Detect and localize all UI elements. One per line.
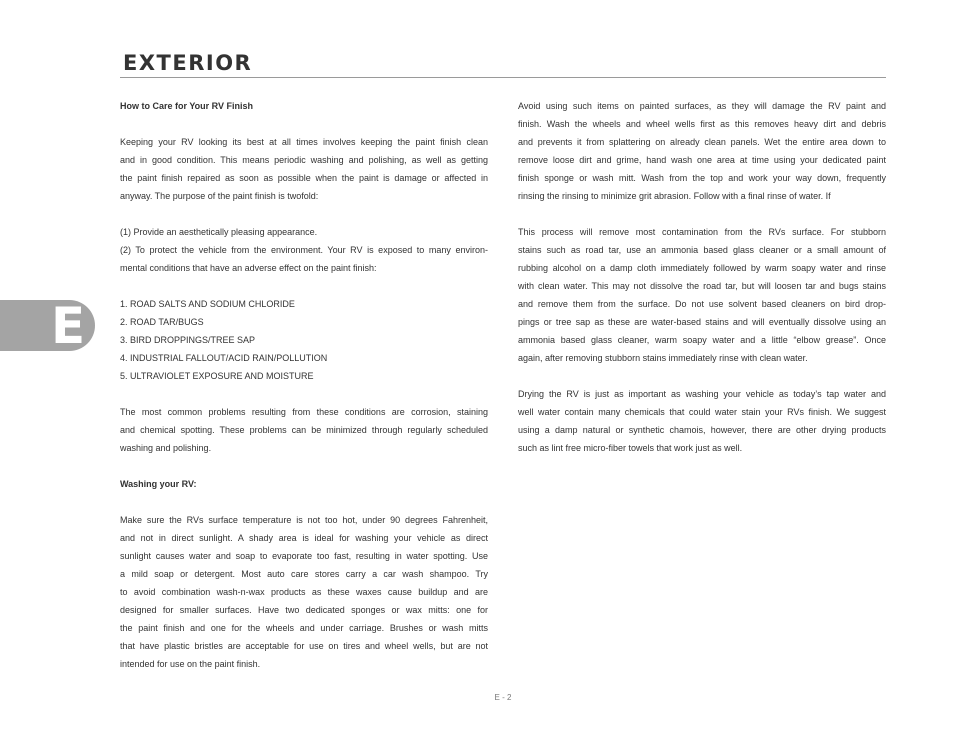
text-line: 1. ROAD SALTS AND SODIUM CHLORIDE [120, 299, 295, 309]
text-line: 4. INDUSTRIAL FALLOUT/ACID RAIN/POLLUTION [120, 353, 328, 363]
text-line: finish sponge or wash mitt. Wash from the top and work your way down, frequently [518, 173, 886, 183]
text-line: and in good condition. This means periodic washing and polishing, as well as getting [120, 155, 488, 165]
title-rule [120, 77, 886, 78]
page-number: E - 2 [494, 693, 512, 702]
paragraph-gap [120, 457, 488, 475]
text-line: that have plastic bristles are acceptable for use on tires and wheel wells, but are not [120, 641, 488, 651]
text-line: (2) To protect the vehicle from the environment. Your RV is exposed to many environ- [120, 245, 488, 255]
text-line: 5. ULTRAVIOLET EXPOSURE AND MOISTURE [120, 371, 314, 381]
text-line: a mild soap or detergent. Most auto care stores carry a car wash shampoo. Try [120, 569, 488, 579]
text-line: and prevents it from splattering on already clean panels. Wet the entire area down to [518, 137, 886, 147]
text-line: and not in direct sunlight. A shady area is ideal for washing your vehicle as direct [120, 533, 488, 543]
text-line: using a damp natural or synthetic chamois, however, there are other drying products [518, 425, 886, 435]
text-line: well water contain many chemicals that could water stain your RVs finish. We suggest [518, 407, 886, 417]
paragraph-gap [120, 385, 488, 403]
text-line: and remove them from the surface. Do not use solvent based cleaners on bird drop- [518, 299, 886, 309]
text-line: intended for use on the paint finish. [120, 659, 261, 669]
text-line: with clean water. This may not dissolve the road tar, but will loosen tar and bugs stains [518, 281, 886, 291]
text-line: Avoid using such items on painted surfaces, as they will damage the RV paint and [518, 101, 886, 111]
paragraph-gap [120, 115, 488, 133]
left-column [120, 97, 488, 673]
section-heading: How to Care for Your RV Finish [120, 101, 254, 111]
text-line: the paint finish repaired as soon as possible when the paint is damage or affected in [120, 173, 488, 183]
text-line: anyway. The purpose of the paint finish is twofold: [120, 191, 319, 201]
text-line: (1) Provide an aesthetically pleasing appearance. [120, 227, 318, 237]
text-line: mental conditions that have an adverse effect on the paint finish: [120, 263, 377, 273]
paragraph-gap [518, 205, 886, 223]
text-line: stains such as road tar, use an ammonia based glass cleaner or a small amount of [518, 245, 886, 255]
text-line: to avoid combination wash-n-wax products as these waxes cause buildup and are [120, 587, 488, 597]
text-line: 2. ROAD TAR/BUGS [120, 317, 204, 327]
paragraph-gap [120, 493, 488, 511]
text-line: remove loose dirt and grime, hand wash one area at time using your dedicated paint [518, 155, 886, 165]
text-line: again, after removing stubborn stains immediately rinse with clean water. [518, 353, 808, 363]
text-line: designed for smaller surfaces. Have two dedicated sponges or wax mitts: one for [120, 605, 488, 615]
text-line: 3. BIRD DROPPINGS/TREE SAP [120, 335, 256, 345]
text-line: ammonia based glass cleaner, warm soapy water and a little “elbow grease”. Once [518, 335, 886, 345]
text-line: sunlight causes water and soap to evaporate too fast, resulting in water spotting. Use [120, 551, 488, 561]
text-line: the paint finish and one for the wheels and under carriage. Brushes or wash mitts [120, 623, 488, 633]
paragraph-gap [120, 205, 488, 223]
text-line: and chemical spotting. These problems can be minimized through regularly scheduled [120, 425, 488, 435]
page-title: EXTERIOR [123, 51, 253, 75]
text-line: pings or tree sap as these are water-based stains and will eventually dissolve using an [518, 317, 886, 327]
text-line: rubbing alcohol on a damp cloth immediately followed by warm soapy water and rinse [518, 263, 886, 273]
text-line: washing and polishing. [120, 443, 212, 453]
text-line: Drying the RV is just as important as washing your vehicle as today’s tap water and [518, 389, 886, 399]
text-line: This process will remove most contamination from the RVs surface. For stubborn [518, 227, 886, 237]
text-line: The most common problems resulting from these conditions are corrosion, staining [120, 407, 488, 417]
section-heading: Washing your RV: [120, 479, 197, 489]
section-tab-letter: E [51, 297, 86, 355]
text-line: finish. Wash the wheels and wheel wells first as this removes heavy dirt and debris [518, 119, 886, 129]
paragraph-gap [518, 367, 886, 385]
text-line: such as lint free micro-fiber towels that work just as well. [518, 443, 743, 453]
paragraph-gap [120, 277, 488, 295]
text-line: rinsing the rinsing to minimize grit abrasion. Follow with a final rinse of water. If [518, 191, 831, 201]
text-line: Keeping your RV looking its best at all times involves keeping the paint finish clean [120, 137, 488, 147]
text-line: Make sure the RVs surface temperature is not too hot, under 90 degrees Fahrenheit, [120, 515, 488, 525]
right-column [518, 97, 886, 457]
